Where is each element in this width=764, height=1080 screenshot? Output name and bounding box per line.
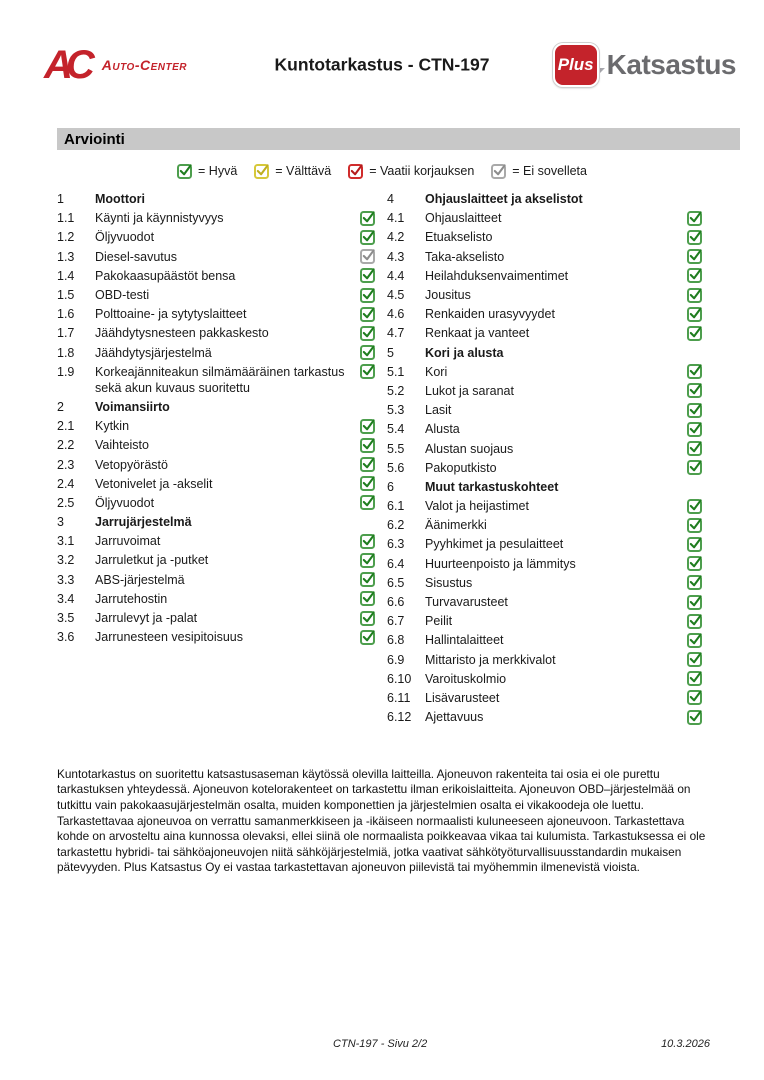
checklist-row (57, 493, 375, 512)
checklist-row (387, 516, 702, 535)
item-label: Pakoputkisto (425, 460, 497, 475)
item-number: 2 (57, 399, 64, 414)
checklist-row (57, 266, 375, 285)
item-number: 6.2 (387, 518, 405, 533)
item-number: 4.1 (387, 211, 405, 226)
item-number: 3 (57, 515, 64, 530)
status-checkbox-good-icon (360, 572, 375, 587)
status-checkbox-good-icon (360, 345, 375, 360)
auto-center-logo (44, 45, 187, 85)
status-checkbox-good-icon (687, 326, 702, 341)
item-number: 4.4 (387, 268, 405, 283)
item-label: Jarrujärjestelmä (95, 515, 192, 530)
checklist-row (387, 650, 702, 669)
status-checkbox-good-icon (687, 575, 702, 590)
checklist-row (387, 362, 702, 381)
plus-badge-icon (553, 43, 599, 87)
item-number: 6 (387, 479, 394, 494)
item-label: Varoituskolmio (425, 671, 507, 686)
checklist-row (387, 688, 702, 707)
item-label: Sisustus (425, 575, 473, 590)
status-checkbox-good-icon (687, 614, 702, 629)
status-checkbox-na-icon (360, 249, 375, 264)
status-checkbox-good-icon (360, 419, 375, 434)
item-label: Jarruvoimat (95, 534, 161, 549)
auto-center-name: Auto-Center (101, 57, 187, 73)
plus-katsastus-logo (553, 43, 736, 87)
status-checkbox-good-icon (360, 307, 375, 322)
item-label: Lukot ja saranat (425, 383, 514, 398)
status-checkbox-good-icon (360, 630, 375, 645)
footer (0, 1038, 764, 1052)
item-label: Polttoaine- ja sytytyslaitteet (95, 307, 247, 322)
item-number: 1.4 (57, 268, 75, 283)
item-number: 1 (57, 192, 64, 207)
item-number: 6.1 (387, 499, 405, 514)
item-number: 3.3 (57, 572, 75, 587)
checklist-row (57, 285, 375, 304)
item-number: 3.5 (57, 611, 75, 626)
item-number: 6.6 (387, 595, 405, 610)
item-label: Korkeajänniteakun silmämääräinen tarkastus sekä akun kuvaus suoritettu (95, 364, 345, 395)
item-number: 2.2 (57, 438, 75, 453)
status-checkbox-good-icon (687, 364, 702, 379)
status-checkbox-good-icon (687, 537, 702, 552)
item-number: 6.7 (387, 614, 405, 629)
auto-center-monogram-icon: AC (44, 43, 88, 87)
item-label: Peilit (425, 614, 453, 629)
status-checkbox-good-icon (687, 230, 702, 245)
item-label: Kytkin (95, 419, 130, 434)
checklist-row (57, 343, 375, 362)
item-label: Ohjauslaitteet (425, 211, 502, 226)
item-number: 1.1 (57, 211, 75, 226)
status-checkbox-good-icon (687, 518, 702, 533)
checklist-row (57, 324, 375, 343)
item-label: Valot ja heijastimet (425, 499, 529, 514)
header (0, 36, 764, 94)
checklist-row (57, 209, 375, 228)
checklist-row (387, 401, 702, 420)
checklist-row (387, 669, 702, 688)
status-checkbox-good-icon (687, 268, 702, 283)
item-label: Huurteenpoisto ja lämmitys (425, 556, 576, 571)
status-checkbox-good-icon (360, 495, 375, 510)
legend-label: = Hyvä (198, 163, 238, 178)
item-label: Öljyvuodot (95, 230, 155, 245)
item-number: 4.2 (387, 230, 405, 245)
item-number: 6.5 (387, 575, 405, 590)
item-number: 3.4 (57, 591, 75, 606)
item-label: Jarrulevyt ja -palat (95, 611, 198, 626)
item-label: Jarrunesteen vesipitoisuus (95, 630, 243, 645)
status-checkbox-na-icon (491, 164, 506, 179)
status-checkbox-good-icon (687, 499, 702, 514)
item-label: Kori (425, 364, 448, 379)
item-label: Jäähdytysnesteen pakkaskesto (95, 326, 269, 341)
item-number: 2.1 (57, 419, 75, 434)
status-checkbox-good-icon (687, 211, 702, 226)
checklist-row (387, 458, 702, 477)
status-checkbox-good-icon (687, 288, 702, 303)
item-label: Pakokaasupäästöt bensa (95, 268, 236, 283)
item-number: 5.4 (387, 422, 405, 437)
checklist-row (57, 608, 375, 627)
item-number: 1.2 (57, 230, 75, 245)
item-label: Vaihteisto (95, 438, 149, 453)
footer-page-label: CTN-197 - Sivu 2/2 (333, 1038, 428, 1050)
checklist-column-left (57, 190, 375, 647)
checklist-row (57, 551, 375, 570)
checklist-row (57, 455, 375, 474)
item-label: OBD-testi (95, 288, 150, 303)
item-label: Etuakselisto (425, 230, 493, 245)
checklist-row (57, 247, 375, 266)
item-label: Lisävarusteet (425, 690, 500, 705)
status-checkbox-good-icon (687, 671, 702, 686)
section-header-row (387, 477, 702, 496)
checklist-row (387, 535, 702, 554)
item-number: 1.7 (57, 326, 75, 341)
item-label: Pyyhkimet ja pesulaitteet (425, 537, 564, 552)
section-header-row (387, 343, 702, 362)
item-label: Mittaristo ja merkkivalot (425, 652, 556, 667)
section-header-row (57, 190, 375, 209)
checklist-row (387, 420, 702, 439)
item-label: Käynti ja käynnistyvyys (95, 211, 224, 226)
item-number: 6.8 (387, 633, 405, 648)
checklist-row (387, 247, 702, 266)
item-label: Moottori (95, 192, 145, 207)
section-header-row (387, 190, 702, 209)
item-label: Vetonivelet ja -akselit (95, 476, 213, 491)
item-number: 6.3 (387, 537, 405, 552)
item-label: Ajettavuus (425, 710, 484, 725)
checklist-row (387, 497, 702, 516)
status-checkbox-good-icon (687, 422, 702, 437)
checklist-row (57, 228, 375, 247)
checklist-row (57, 474, 375, 493)
checklist-row (57, 417, 375, 436)
item-number: 1.8 (57, 345, 75, 360)
item-number: 2.4 (57, 476, 75, 491)
item-number: 4.5 (387, 288, 405, 303)
legend-item-na (491, 163, 587, 179)
checklist-column-right (387, 190, 702, 727)
checklist-row (387, 381, 702, 400)
item-label: Lasit (425, 403, 452, 418)
disclaimer-text: Kuntotarkastus on suoritettu katsastusaseman käytössä olevilla laitteilla. Ajoneuvon rakenteita tai osia ei ole purettu tarkastuksen yhteydessä. Ajoneuvon kotelorakenteet on tarkastettu ilman erikoislaitteita. Ajoneuvon OBD–järjestelmää on tutkittu vain pakokaasujärjestelmän osalta, muiden komponettien ja järjestelmien osalta ei vikakoodeja ole luettu. Tarkastettavaa ajoneuvoa on verrattu samanmerkkiseen ja -ikäiseen normaalisti kuluneeseen ajoneuvoon. Tarkastettava kohde on arvosteltu aina kunnossa olevaksi, ellei siinä ole normaalista poikkeavaa vikaa tai kulumista. Tarkastuksessa ei ole tarkastettu hybridi- tai sähköajoneuvojen niitä sähköjärjestelmiä, jotka vaativat sähkötyöturvallisuusstandardin mukaisen pätevyyden. Plus Katsastus Oy ei vastaa tarkastettavan ajoneuvon piilevistä tai myöhemmin ilmenevistä vioista. (57, 766, 706, 875)
katsastus-name: Katsastus (606, 49, 736, 80)
checklist-row (387, 592, 702, 611)
item-number: 6.4 (387, 556, 405, 571)
section-header-row (57, 397, 375, 416)
item-label: Renkaat ja vanteet (425, 326, 530, 341)
item-label: Alusta (425, 422, 460, 437)
legend (0, 163, 764, 179)
status-checkbox-good-icon (687, 403, 702, 418)
status-checkbox-good-icon (360, 326, 375, 341)
checklist-row (57, 532, 375, 551)
checklist-row (387, 612, 702, 631)
status-checkbox-good-icon (687, 460, 702, 475)
page-title: Kuntotarkastus - CTN-197 (274, 54, 490, 75)
status-checkbox-good-icon (687, 710, 702, 725)
legend-item-good (177, 163, 237, 179)
item-label: Öljyvuodot (95, 495, 155, 510)
legend-label: = Välttävä (275, 163, 332, 178)
item-number: 5.5 (387, 441, 405, 456)
item-label: Jousitus (425, 288, 471, 303)
item-label: Muut tarkastuskohteet (425, 479, 559, 494)
footer-date: 10.3.2026 (661, 1038, 710, 1050)
item-number: 2.3 (57, 457, 75, 472)
status-checkbox-good-icon (360, 476, 375, 491)
checklist-row (57, 362, 375, 397)
status-checkbox-good-icon (360, 457, 375, 472)
item-number: 6.10 (387, 671, 412, 686)
item-number: 3.1 (57, 534, 75, 549)
status-checkbox-good-icon (360, 268, 375, 283)
item-number: 6.11 (387, 690, 411, 705)
checklist-row (387, 266, 702, 285)
item-number: 1.9 (57, 364, 75, 379)
item-number: 4.3 (387, 249, 405, 264)
item-number: 5.3 (387, 403, 405, 418)
checklist-row (387, 285, 702, 304)
status-checkbox-good-icon (687, 249, 702, 264)
item-label: Äänimerkki (425, 518, 487, 533)
checklist-row (387, 324, 702, 343)
status-checkbox-good-icon (360, 288, 375, 303)
item-label: Renkaiden urasyvyydet (425, 307, 555, 322)
item-label: Jäähdytysjärjestelmä (95, 345, 212, 360)
status-checkbox-good-icon (687, 652, 702, 667)
status-checkbox-good-icon (687, 633, 702, 648)
checklist-row (387, 305, 702, 324)
status-checkbox-good-icon (687, 383, 702, 398)
item-label: Diesel-savutus (95, 249, 177, 264)
checklist-row (387, 708, 702, 727)
item-number: 4 (387, 192, 394, 207)
item-label: ABS-järjestelmä (95, 572, 185, 587)
item-number: 6.9 (387, 652, 405, 667)
item-label: Jarruletkut ja -putket (95, 553, 209, 568)
item-label: Ohjauslaitteet ja akselistot (425, 192, 583, 207)
status-checkbox-fair-icon (254, 164, 269, 179)
status-checkbox-good-icon (687, 595, 702, 610)
legend-label: = Ei sovelleta (512, 163, 587, 178)
section-bar (57, 128, 740, 150)
legend-item-repair (348, 163, 474, 179)
item-number: 3.2 (57, 553, 75, 568)
status-checkbox-good-icon (360, 230, 375, 245)
item-number: 6.12 (387, 710, 412, 725)
item-number: 5 (387, 345, 394, 360)
status-checkbox-good-icon (360, 591, 375, 606)
item-number: 1.6 (57, 307, 75, 322)
item-label: Voimansiirto (95, 399, 170, 414)
item-number: 1.5 (57, 288, 75, 303)
item-label: Hallintalaitteet (425, 633, 504, 648)
checklist-row (387, 573, 702, 592)
item-number: 5.1 (387, 364, 405, 379)
item-number: 3.6 (57, 630, 75, 645)
checklist-row (387, 554, 702, 573)
status-checkbox-good-icon (687, 556, 702, 571)
status-checkbox-good-icon (687, 307, 702, 322)
item-label: Taka-akselisto (425, 249, 505, 264)
checklist-row (387, 439, 702, 458)
plus-badge-label: Plus (557, 55, 594, 74)
status-checkbox-good-icon (177, 164, 192, 179)
status-checkbox-good-icon (360, 364, 375, 379)
status-checkbox-good-icon (360, 534, 375, 549)
status-checkbox-good-icon (360, 611, 375, 626)
checklist-row (57, 305, 375, 324)
legend-label: = Vaatii korjauksen (369, 163, 475, 178)
item-number: 4.6 (387, 307, 405, 322)
item-number: 2.5 (57, 495, 75, 510)
item-label: Heilahduksenvaimentimet (425, 268, 569, 283)
status-checkbox-repair-icon (348, 164, 363, 179)
status-checkbox-good-icon (360, 438, 375, 453)
item-label: Kori ja alusta (425, 345, 504, 360)
checklist-row (57, 436, 375, 455)
status-checkbox-good-icon (360, 553, 375, 568)
item-label: Alustan suojaus (425, 441, 514, 456)
item-number: 5.6 (387, 460, 405, 475)
checklist-row (387, 631, 702, 650)
section-bar-title: Arviointi (64, 130, 125, 148)
status-checkbox-good-icon (687, 441, 702, 456)
checklist (57, 190, 764, 727)
item-number: 1.3 (57, 249, 75, 264)
item-number: 5.2 (387, 383, 405, 398)
legend-item-fair (254, 163, 331, 179)
item-label: Jarrutehostin (95, 591, 168, 606)
status-checkbox-good-icon (687, 690, 702, 705)
item-label: Vetopyörästö (95, 457, 168, 472)
section-header-row (57, 513, 375, 532)
checklist-row (387, 228, 702, 247)
checklist-row (57, 589, 375, 608)
checklist-row (387, 209, 702, 228)
item-label: Turvavarusteet (425, 595, 508, 610)
checklist-row (57, 628, 375, 647)
status-checkbox-good-icon (360, 211, 375, 226)
item-number: 4.7 (387, 326, 405, 341)
checklist-row (57, 570, 375, 589)
